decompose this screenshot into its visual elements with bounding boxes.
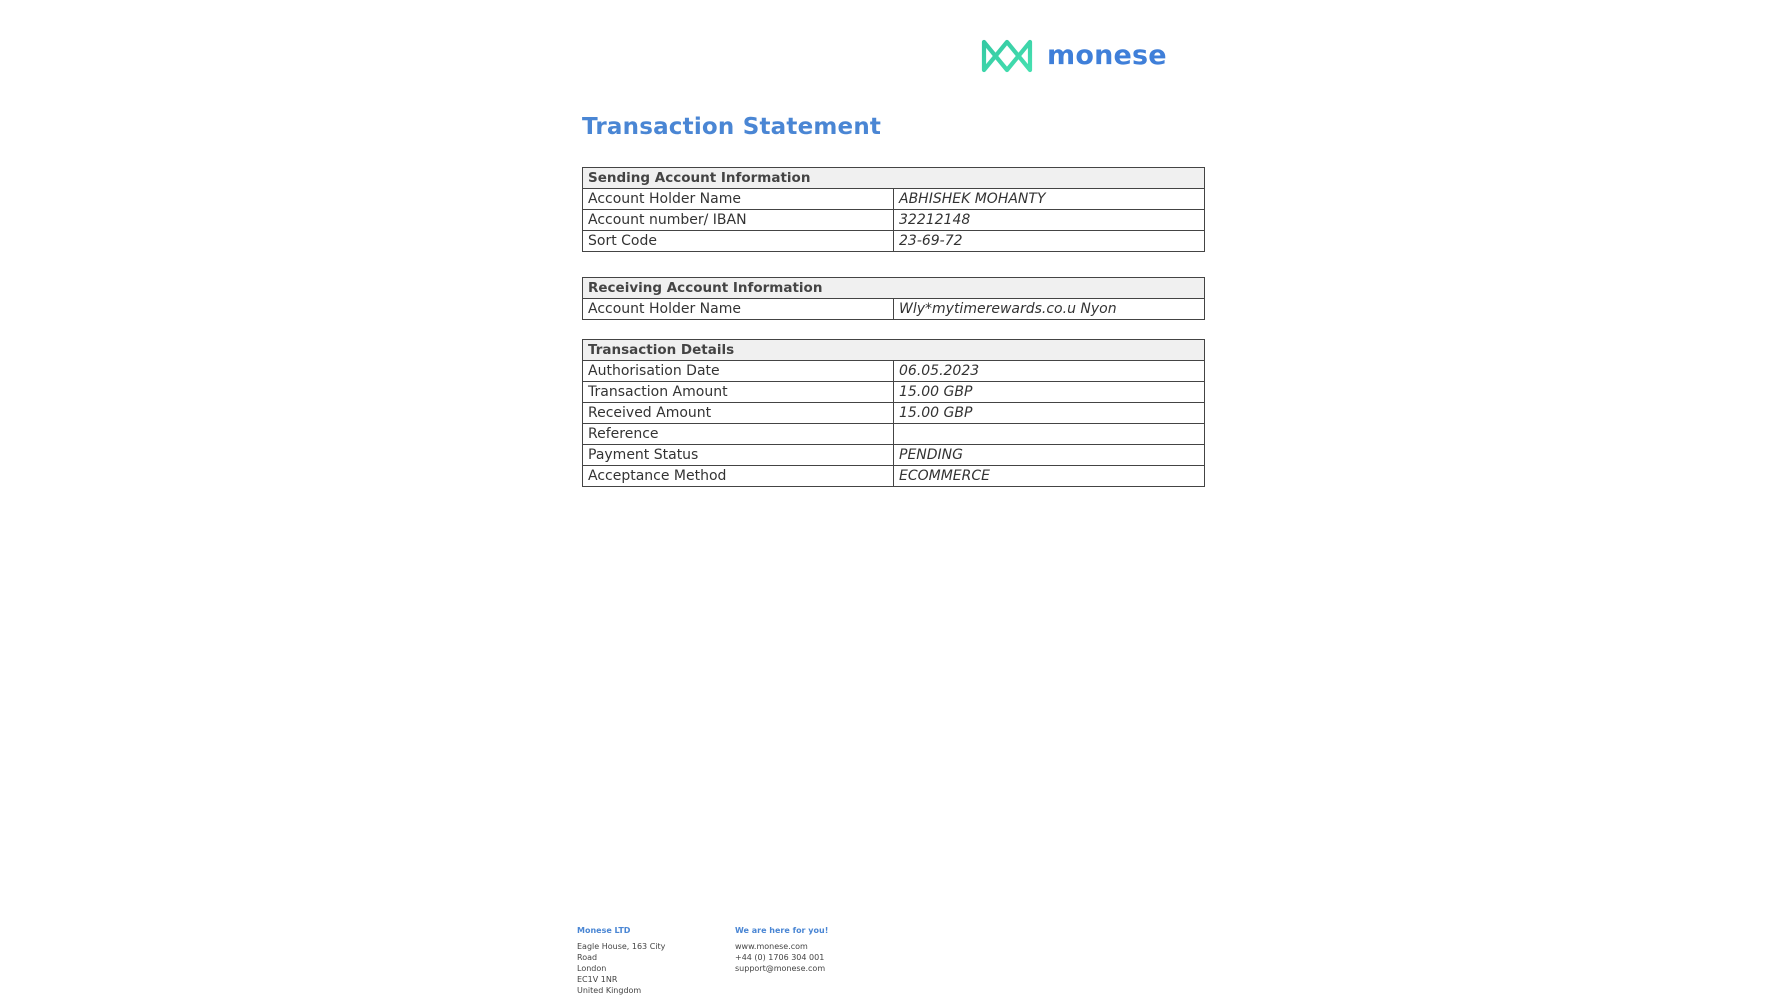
footer-company-info bbox=[577, 925, 665, 996]
table-row bbox=[583, 231, 1205, 252]
footer-address-line: EC1V 1NR bbox=[577, 975, 618, 984]
row-label: Account number/ IBAN bbox=[583, 210, 894, 231]
footer-address-line: Road bbox=[577, 953, 598, 962]
table-header-row bbox=[583, 168, 1205, 189]
receiving-account-table bbox=[582, 277, 1205, 320]
monese-m-logo-icon bbox=[980, 34, 1034, 78]
table-row bbox=[583, 445, 1205, 466]
receiving-account-header: Receiving Account Information bbox=[583, 278, 1205, 299]
row-label: Account Holder Name bbox=[583, 189, 894, 210]
footer-email: support@monese.com bbox=[735, 964, 826, 973]
row-value: PENDING bbox=[894, 445, 1205, 466]
table-row bbox=[583, 189, 1205, 210]
footer-address-line: United Kingdom bbox=[577, 986, 642, 995]
row-label: Payment Status bbox=[583, 445, 894, 466]
transaction-details-table bbox=[582, 339, 1205, 487]
page-title: Transaction Statement bbox=[582, 114, 882, 140]
row-value: 23-69-72 bbox=[894, 231, 1205, 252]
table-row bbox=[583, 466, 1205, 487]
sending-account-table bbox=[582, 167, 1205, 252]
row-value: 15.00 GBP bbox=[894, 403, 1205, 424]
row-label: Sort Code bbox=[583, 231, 894, 252]
table-row bbox=[583, 361, 1205, 382]
table-header-row bbox=[583, 278, 1205, 299]
row-label: Account Holder Name bbox=[583, 299, 894, 320]
row-label: Acceptance Method bbox=[583, 466, 894, 487]
table-row bbox=[583, 424, 1205, 445]
footer-contact-info bbox=[735, 925, 828, 974]
transaction-details-header: Transaction Details bbox=[583, 340, 1205, 361]
footer-contact-heading: We are here for you! bbox=[735, 926, 829, 935]
table-row bbox=[583, 299, 1205, 320]
monese-logo bbox=[980, 34, 1167, 78]
table-row bbox=[583, 382, 1205, 403]
table-row bbox=[583, 210, 1205, 231]
row-value: 15.00 GBP bbox=[894, 382, 1205, 403]
logo-text: monese bbox=[1047, 40, 1167, 71]
row-value: Wly*mytimerewards.co.u Nyon bbox=[894, 299, 1205, 320]
table-header-row bbox=[583, 340, 1205, 361]
row-value bbox=[894, 424, 1205, 445]
footer-company-heading: Monese LTD bbox=[577, 926, 631, 935]
row-label: Authorisation Date bbox=[583, 361, 894, 382]
footer-address-line: London bbox=[577, 964, 607, 973]
row-value: ECOMMERCE bbox=[894, 466, 1205, 487]
row-label: Received Amount bbox=[583, 403, 894, 424]
footer-address-line: Eagle House, 163 City bbox=[577, 942, 666, 951]
row-value: 06.05.2023 bbox=[894, 361, 1205, 382]
footer-website: www.monese.com bbox=[735, 942, 808, 951]
row-value: 32212148 bbox=[894, 210, 1205, 231]
row-label: Transaction Amount bbox=[583, 382, 894, 403]
footer-phone: +44 (0) 1706 304 001 bbox=[735, 953, 825, 962]
row-value: ABHISHEK MOHANTY bbox=[894, 189, 1205, 210]
sending-account-header: Sending Account Information bbox=[583, 168, 1205, 189]
row-label: Reference bbox=[583, 424, 894, 445]
table-row bbox=[583, 403, 1205, 424]
